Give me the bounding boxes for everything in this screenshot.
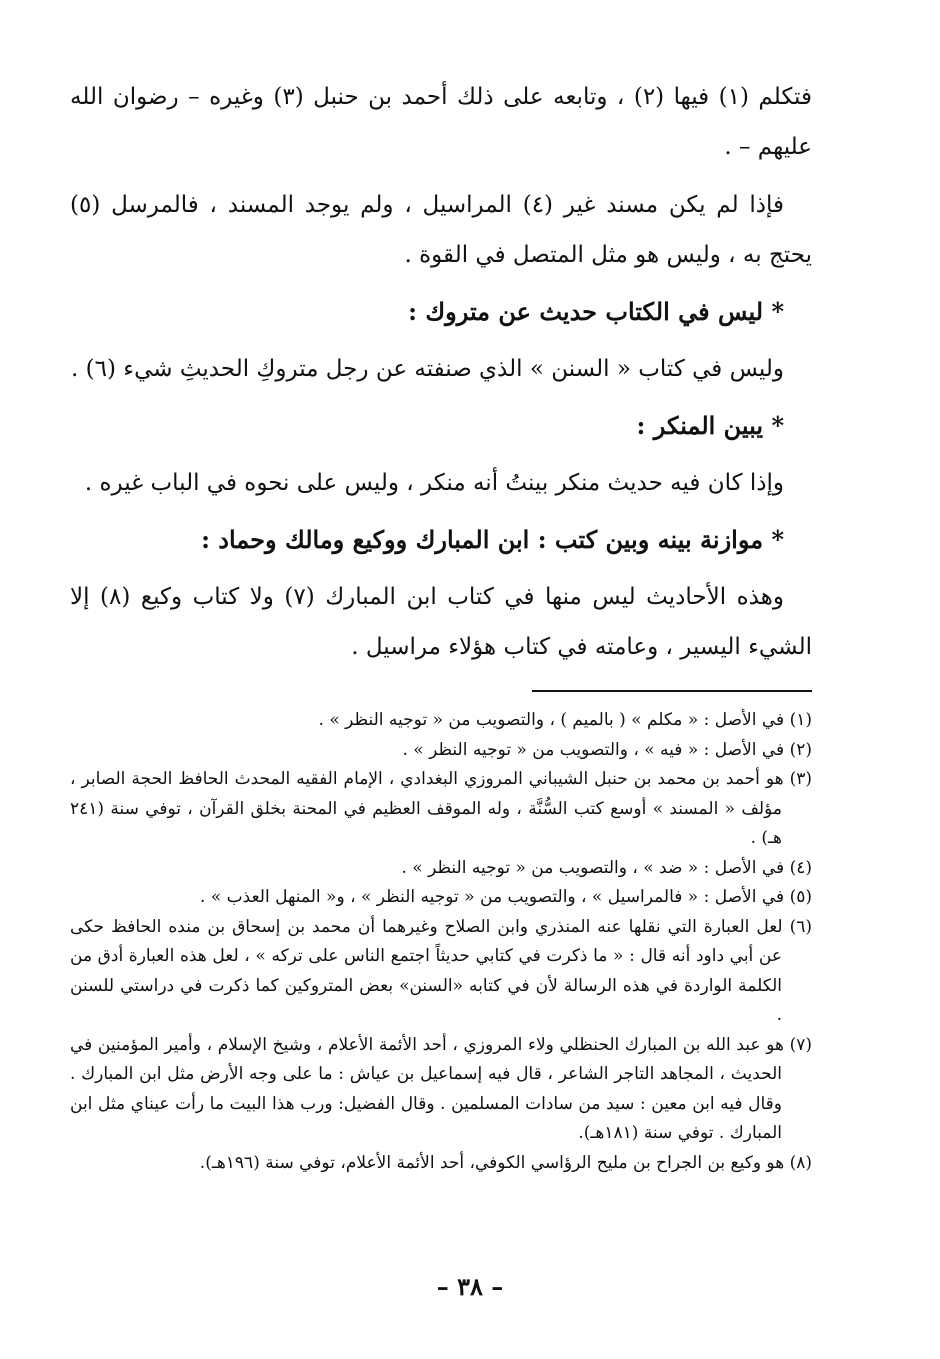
heading-comparison: * موازنة بينه وبين كتب : ابن المبارك ووكيع ومالك وحماد : [201,525,784,554]
footnote-8: (٨) هو وكيع بن الجراح بن مليح الرؤاسي الكوفي، أحد الأئمة الأعلام، توفي سنة (١٩٦هـ). [199,1152,812,1173]
paragraph-1: فتكلم (١) فيها (٢) ، وتابعه على ذلك أحمد بن حنبل (٣) وغيره – رضوان الله عليهم – . [70,84,812,160]
footnote-3: (٣) هو أحمد بن محمد بن حنبل الشيباني المروزي البغدادي ، الإمام الفقيه المحدث الحافظ الحجة الصابر ، مؤلف « المسند » أوسع كتب السُّنَّة ، وله الموقف العظيم في المحنة بخلق القرآن ، توفي سنة (٢٤١ هـ) . [70,769,812,848]
footnote-4: (٤) في الأصل : « ضد » ، والتصويب من « توجيه النظر » . [401,857,812,878]
footnote-2: (٢) في الأصل : « فيه » ، والتصويب من « توجيه النظر » . [402,739,812,760]
page-number: – ٣٨ – [436,1272,504,1301]
footnotes [70,706,812,1178]
main-text [70,72,812,672]
footnote-1: (١) في الأصل : « مكلم » ( بالميم ) ، والتصويب من « توجيه النظر » . [318,710,812,730]
footnote-5: (٥) في الأصل : « فالمراسيل » ، والتصويب من « توجيه النظر » ، و« المنهل العذب » . [200,887,812,907]
footnote-7: (٧) هو عبد الله بن المبارك الحنظلي ولاء المروزي ، أحد الأئمة الأعلام ، وشيخ الإسلام ، وأمير المؤمنين في الحديث ، المجاهد التاجر الشاعر ، قال فيه إسماعيل بن عياش : ما على وجه الأرض مثل ابن المبارك . وقال فيه ابن معين : سيد من سادات المسلمين . وقال الفضيل: ورب هذا البيت ما رأت عيناي مثل ابن المبارك . توفي سنة (١٨١هـ). [70,1034,812,1143]
heading-no-abandoned-narrators: * ليس في الكتاب حديث عن متروك : [408,297,784,326]
paragraph-2: فإذا لم يكن مسند غير (٤) المراسيل ، ولم يوجد المسند ، فالمرسل (٥) يحتج به ، وليس هو مثل المتصل في القوة . [70,192,812,268]
heading-explains-munkar: * يبين المنكر : [636,411,784,440]
footnote-separator [532,690,812,692]
paragraph-4: وإذا كان فيه حديث منكر بينتُ أنه منكر ، وليس على نحوه في الباب غيره . [84,470,784,496]
paragraph-5: وهذه الأحاديث ليس منها في كتاب ابن المبارك (٧) ولا كتاب وكيع (٨) إلا الشيء اليسير ، وعامته في كتاب هؤلاء مراسيل . [70,584,812,660]
paragraph-3: وليس في كتاب « السنن » الذي صنفته عن رجل متروكِ الحديثِ شيء (٦) . [71,356,784,382]
footnote-6: (٦) لعل العبارة التي نقلها عنه المنذري وابن الصلاح وغيرهما أن محمد بن إسحاق بن منده الحافظ حكى عن أبي داود أنه قال : « ما ذكرت في كتابي حديثاً اجتمع الناس على تركه » ، لعل هذه العبارة أدق من الكلمة الواردة في هذه الرسالة لأن في كتابه «السنن» بعض المتروكين كما ذكرت في دراستي للسنن . [70,916,812,1025]
